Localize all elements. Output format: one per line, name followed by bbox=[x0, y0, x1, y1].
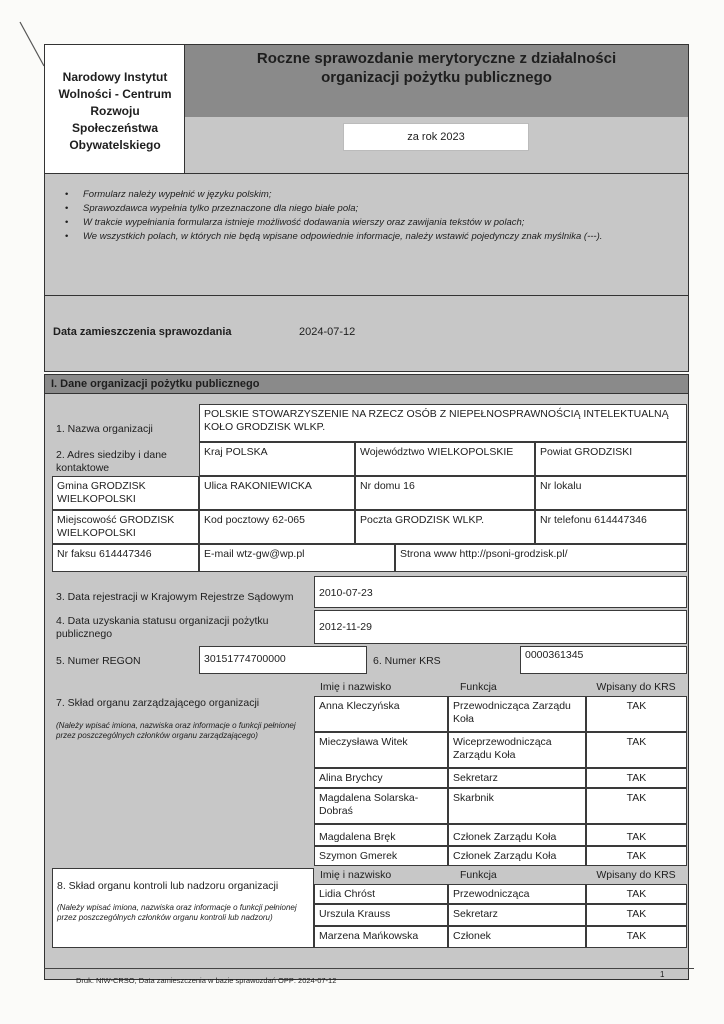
control-col-krs: Wpisany do KRS bbox=[596, 869, 676, 881]
title-line-2: organizacji pożytku publicznego bbox=[321, 69, 552, 86]
report-date-box bbox=[44, 296, 689, 372]
report-date-label: Data zamieszczenia sprawozdania bbox=[53, 326, 232, 338]
title-line-1: Roczne sprawozdanie merytoryczne z działalności bbox=[256, 50, 617, 67]
board-hint: (Należy wpisać imiona, nazwiska oraz informacje o funkcji pełnionej przez poszczególnych członków organu zarządzającego) bbox=[56, 721, 296, 740]
control-member-krs: TAK bbox=[586, 884, 687, 904]
board-member-function: Skarbnik bbox=[448, 788, 586, 824]
board-member-name: Alina Brychcy bbox=[314, 768, 448, 788]
control-member-name: Marzena Mańkowska bbox=[314, 926, 448, 948]
board-member-name: Mieczysława Witek bbox=[314, 732, 448, 768]
board-col-krs: Wpisany do KRS bbox=[596, 681, 676, 693]
krs-date-label: 3. Data rejestracji w Krajowym Rejestrze Sądowym bbox=[56, 591, 294, 603]
board-label: 7. Skład organu zarządzającego organizacji bbox=[56, 697, 260, 709]
board-member-krs: TAK bbox=[586, 824, 687, 846]
section-1-header bbox=[44, 374, 689, 394]
instruction-item: • We wszystkich polach, w których nie będą wpisane odpowiednie informacje, należy wstawić pojedynczy znak myślnika (---). bbox=[57, 230, 677, 244]
krs-number-label: 6. Numer KRS bbox=[373, 655, 441, 667]
control-label: 8. Skład organu kontroli lub nadzoru organizacji bbox=[57, 880, 279, 892]
institute-box bbox=[45, 45, 185, 173]
year-band bbox=[185, 117, 688, 173]
control-member-function: Przewodnicząca bbox=[448, 884, 586, 904]
board-member-name: Anna Kleczyńska bbox=[314, 696, 448, 732]
board-member-function: Członek Zarządu Koła bbox=[448, 824, 586, 846]
board-col-function: Funkcja bbox=[460, 681, 497, 693]
country: Kraj POLSKA bbox=[199, 442, 355, 476]
website: Strona www http://psoni-grodzisk.pl/ bbox=[395, 544, 687, 572]
commune: Gmina GRODZISK WIELKOPOLSKI bbox=[52, 476, 199, 510]
county: Powiat GRODZISKI bbox=[535, 442, 687, 476]
report-year: za rok 2023 bbox=[343, 123, 529, 151]
voivodeship: Województwo WIELKOPOLSKIE bbox=[355, 442, 535, 476]
control-member-name: Urszula Krauss bbox=[314, 904, 448, 926]
control-member-name: Lidia Chróst bbox=[314, 884, 448, 904]
control-label-box bbox=[52, 868, 314, 948]
flat-number: Nr lokalu bbox=[535, 476, 687, 510]
krs-number-value: 0000361345 bbox=[520, 646, 687, 674]
page-number: 1 bbox=[660, 970, 665, 979]
board-member-krs: TAK bbox=[586, 732, 687, 768]
board-member-name: Magdalena Solarska-Dobraś bbox=[314, 788, 448, 824]
instruction-item: • Formularz należy wypełnić w języku polskim; bbox=[57, 188, 677, 202]
control-member-function: Sekretarz bbox=[448, 904, 586, 926]
post-office: Poczta GRODZISK WLKP. bbox=[355, 510, 535, 544]
instruction-item: • Sprawozdawca wypełnia tylko przeznaczone dla niego białe pola; bbox=[57, 202, 677, 216]
control-member-function: Członek bbox=[448, 926, 586, 948]
control-member-krs: TAK bbox=[586, 904, 687, 926]
krs-date-value: 2010-07-23 bbox=[314, 576, 687, 608]
title-band bbox=[185, 45, 688, 117]
board-member-function: Wiceprzewodnicząca Zarządu Koła bbox=[448, 732, 586, 768]
control-hint: (Należy wpisać imiona, nazwiska oraz informacje o funkcji pełnionej przez poszczególnych członków organu kontroli lub nadzoru) bbox=[57, 903, 297, 922]
org-name-label: 1. Nazwa organizacji bbox=[56, 423, 153, 435]
regon-value: 30151774700000 bbox=[199, 646, 367, 674]
board-member-krs: TAK bbox=[586, 846, 687, 866]
fax-number: Nr faksu 614447346 bbox=[52, 544, 199, 572]
board-member-krs: TAK bbox=[586, 788, 687, 824]
postal-code: Kod pocztowy 62-065 bbox=[199, 510, 355, 544]
board-member-function: Sekretarz bbox=[448, 768, 586, 788]
board-member-function: Przewodnicząca Zarządu Koła bbox=[448, 696, 586, 732]
email: E-mail wtz-gw@wp.pl bbox=[199, 544, 395, 572]
opp-date-value: 2012-11-29 bbox=[314, 610, 687, 644]
regon-label: 5. Numer REGON bbox=[56, 655, 141, 667]
phone-number: Nr telefonu 614447346 bbox=[535, 510, 687, 544]
board-member-name: Magdalena Bręk bbox=[314, 824, 448, 846]
instruction-item: • W trakcie wypełniania formularza istnieje możliwość dodawania wierszy oraz zawijania tekstów w polach; bbox=[57, 216, 677, 230]
header-box bbox=[44, 44, 689, 174]
control-col-name: Imię i nazwisko bbox=[320, 869, 392, 881]
board-member-krs: TAK bbox=[586, 768, 687, 788]
address-label: 2. Adres siedziby i dane kontaktowe bbox=[56, 449, 167, 474]
street: Ulica RAKONIEWICKA bbox=[199, 476, 355, 510]
board-member-krs: TAK bbox=[586, 696, 687, 732]
control-member-krs: TAK bbox=[586, 926, 687, 948]
institute-name: Narodowy Instytut Wolności - Centrum Rozwoju Społeczeństwa Obywatelskiego bbox=[58, 70, 172, 152]
city: Miejscowość GRODZISK WIELKOPOLSKI bbox=[52, 510, 199, 544]
footer-text: Druk: NIW-CRSO, Data zamieszczenia w bazie sprawozdań OPP: 2024-07-12 bbox=[76, 976, 337, 985]
house-number: Nr domu 16 bbox=[355, 476, 535, 510]
instructions-list bbox=[57, 188, 677, 244]
control-col-function: Funkcja bbox=[460, 869, 497, 881]
instructions-box bbox=[44, 174, 689, 296]
board-member-function: Członek Zarządu Koła bbox=[448, 846, 586, 866]
section-1-title: I. Dane organizacji pożytku publicznego bbox=[51, 378, 260, 390]
board-col-name: Imię i nazwisko bbox=[320, 681, 392, 693]
footer-divider bbox=[44, 968, 694, 969]
org-name-value: POLSKIE STOWARZYSZENIE NA RZECZ OSÓB Z NIEPEŁNOSPRAWNOŚCIĄ INTELEKTUALNĄ KOŁO GRODZISK WLKP. bbox=[199, 404, 687, 442]
opp-date-label: 4. Data uzyskania statusu organizacji pożytku publicznego bbox=[56, 615, 269, 640]
report-date-value: 2024-07-12 bbox=[299, 326, 356, 338]
board-member-name: Szymon Gmerek bbox=[314, 846, 448, 866]
